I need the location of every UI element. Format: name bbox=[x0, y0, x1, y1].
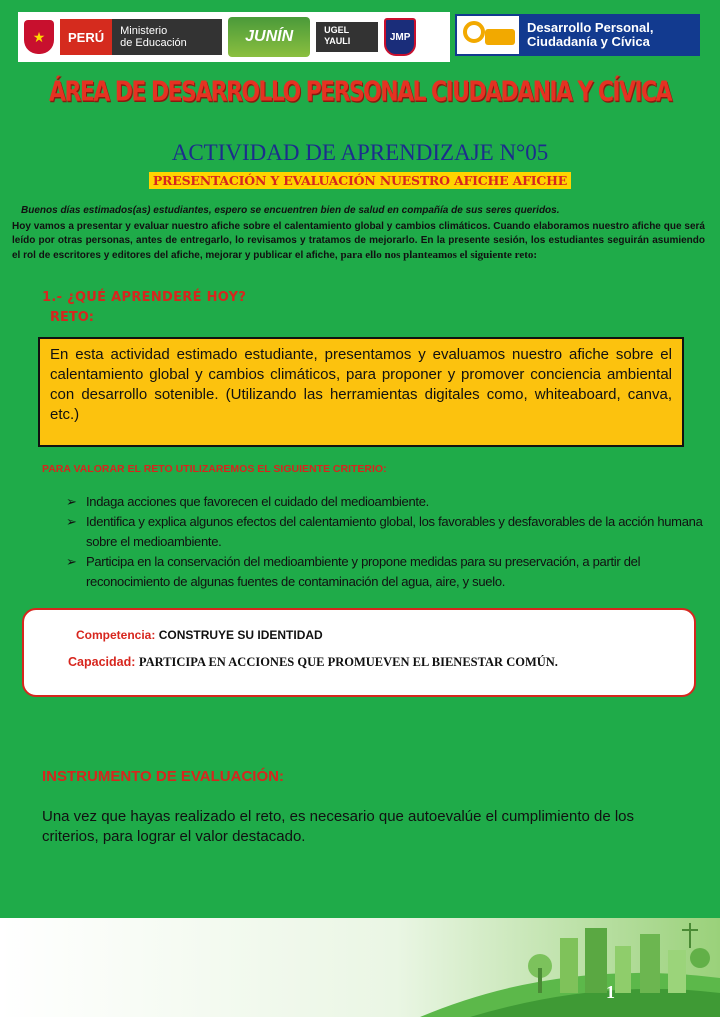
activity-subtitle: PRESENTACIÓN Y EVALUACIÓN NUESTRO AFICHE AFICHE bbox=[149, 172, 571, 189]
greeting-text: Buenos días estimados(as) estudiantes, espero se encuentren bien de salud en compañía de sus seres queridos. bbox=[21, 205, 560, 216]
criteria-heading: PARA VALORAR EL RETO UTILIZAREMOS EL SIGUIENTE CRITERIO: bbox=[42, 463, 387, 475]
area-badge-logo bbox=[455, 14, 700, 56]
competency-box bbox=[22, 608, 696, 697]
intro-paragraph bbox=[12, 220, 705, 263]
institution-logo-bar bbox=[18, 12, 450, 62]
area-badge-icon bbox=[461, 19, 519, 51]
capacity-label: Capacidad: bbox=[68, 655, 136, 669]
intro-text: Hoy vamos a presentar y evaluar nuestro afiche sobre el calentamiento global y cambios climáticos. Cuando elaboramos nuestro afiche que será leído por otras personas, antes de entregarlo, lo revisamos y tratamos de mejorarlo. En la presente sesión, los estudiantes seguirán asumiendo el rol de escritores y editores del afiche, mejorar y publicar el afiche, bbox=[12, 221, 705, 261]
reto-label: RETO: bbox=[50, 310, 95, 325]
arrow-bullet-icon: ➢ bbox=[66, 554, 77, 569]
competency-label: Competencia: bbox=[76, 628, 156, 642]
list-item bbox=[66, 512, 706, 552]
list-item bbox=[66, 552, 706, 592]
capacity-line bbox=[68, 655, 558, 670]
list-item bbox=[66, 492, 706, 512]
competency-value: CONSTRUYE SU IDENTIDAD bbox=[158, 628, 323, 642]
arrow-bullet-icon: ➢ bbox=[66, 494, 77, 509]
criteria-text: Indaga acciones que favorecen el cuidado del medioambiente. bbox=[86, 494, 429, 509]
arrow-bullet-icon: ➢ bbox=[66, 514, 77, 529]
instrument-text: Una vez que hayas realizado el reto, es necesario que autoevalúe el cumplimiento de los criterios, para lograr el valor destacado. bbox=[42, 808, 635, 845]
reto-box: En esta actividad estimado estudiante, presentamos y evaluamos nuestro afiche sobre el calentamiento global y cambios climáticos, para proponer y promover conciencia ambiental con desarrollo sotenible. (Utilizando las herramientas digitales como, whiteaboard, canva, etc.) bbox=[38, 337, 684, 447]
competency-line bbox=[76, 628, 323, 642]
subtitle-wrapper bbox=[0, 172, 720, 190]
instrument-heading: INSTRUMENTO DE EVALUACIÓN: bbox=[42, 768, 284, 785]
peru-shield-icon: ★ bbox=[24, 20, 54, 54]
page-title: ÁREA DE DESARROLLO PERSONAL CIUDADANIA Y CÍVICA bbox=[49, 76, 671, 109]
criteria-text: Identifica y explica algunos efectos del calentamiento global, los favorables y desfavorables de la acción humana sobre el medioambiente. bbox=[86, 514, 703, 549]
peru-label: PERÚ bbox=[60, 19, 112, 55]
page-number: 1 bbox=[606, 982, 615, 1002]
activity-title: ACTIVIDAD DE APRENDIZAJE N°05 bbox=[171, 140, 549, 165]
capacity-value: PARTICIPA EN ACCIONES QUE PROMUEVEN EL BIENESTAR COMÚN. bbox=[138, 655, 558, 669]
intro-tail: para ello nos planteamos el siguiente reto: bbox=[340, 249, 538, 261]
junin-region-logo: JUNÍN bbox=[228, 17, 310, 57]
area-badge-text: Desarrollo Personal, Ciudadanía y Cívica bbox=[519, 16, 698, 54]
criteria-text: Participa en la conservación del medioambiente y propone medidas para su preservación, a partir del reconocimiento de algunas fuentes de contaminación del agua, aire, y suelo. bbox=[86, 554, 641, 589]
ugel-label: UGEL YAULI bbox=[316, 22, 378, 52]
criteria-list bbox=[66, 492, 706, 592]
section-heading: 1.- ¿QUÉ APRENDERÉ HOY? bbox=[42, 290, 247, 305]
ministry-label: Ministerio de Educación bbox=[112, 19, 222, 55]
school-crest-icon: JMP bbox=[384, 18, 416, 56]
minedu-logo bbox=[60, 19, 222, 55]
